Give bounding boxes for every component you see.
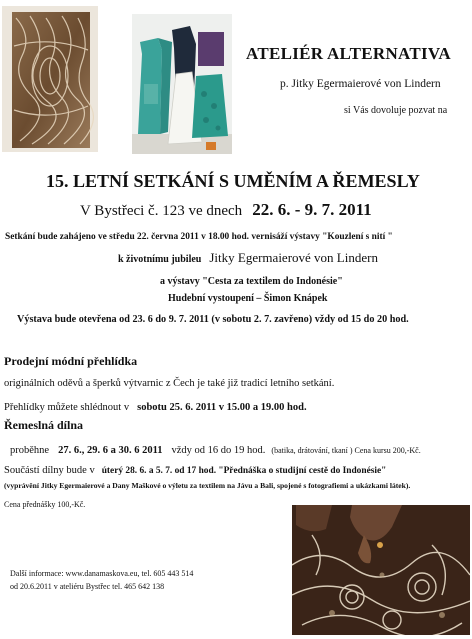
fashion-text: originálních oděvů a šperků výtvarnic z Čech je také již tradicí letního setkání. [4, 378, 335, 389]
lecture-line [4, 460, 386, 478]
owner-line: p. Jitky Egermaierové von Lindern [280, 78, 441, 90]
location-prefix: V Bystřeci č. 123 ve dnech [80, 203, 243, 219]
exhibition-line: a výstavy "Cesta za textilem do Indonésie" [160, 276, 343, 287]
workshop-dates-line [10, 440, 421, 458]
jubilee-name: Jitky Egermaierové von Lindern [209, 250, 378, 265]
fashion-dates-prefix: Přehlídky můžete shlédnout v [4, 402, 130, 413]
music-line: Hudební vystoupení – Šimon Knápek [168, 293, 328, 304]
event-headline: 15. LETNÍ SETKÁNÍ S UMĚNÍM A ŘEMESLY [46, 171, 420, 191]
workshop-price: (batika, drátování, tkaní ) Cena kursu 200,-Kč. [271, 446, 421, 455]
jubilee-prefix: k životnímu jubileu [118, 254, 202, 265]
opening-line: Setkání bude zahájeno ve středu 22. června 2011 v 18.00 hod. vernisáží výstavy "Kouzlení s nití " [5, 232, 393, 242]
batik-hands-image [292, 505, 470, 635]
event-dates: 22. 6. - 9. 7. 2011 [252, 200, 372, 219]
invite-line: si Vás dovoluje pozvat na [344, 105, 448, 116]
jubilee-line [118, 249, 378, 267]
workshop-heading: Řemeslná dílna [4, 418, 84, 432]
lace-textile-image [2, 6, 98, 152]
opening-hours-line: Výstava bude otevřena od 23. 6 do 9. 7. 2011 (v sobotu 2. 7. zavřeno) vždy od 15 do 20 hod. [17, 314, 409, 325]
lecture-prefix: Součástí dílny bude v [4, 465, 95, 476]
workshop-prefix: proběhne [10, 445, 50, 456]
lecture-details: úterý 28. 6. a 5. 7. od 17 hod. "Přednáška o studijní cestě do Indonésie" [101, 466, 387, 476]
workshop-hours: vždy od 16 do 19 hod. [171, 445, 266, 456]
workshop-dates: 27. 6., 29. 6 a 30. 6 2011 [58, 445, 163, 456]
gallery-garments-image [132, 14, 232, 154]
lecture-description: (vyprávění Jitky Egermaierové a Dany Maškové o výletu za textilem na Jávu a Bali, spojené s fotografiemi a ukázkami látek). [4, 481, 411, 490]
lecture-price: Cena přednášky 100,-Kč. [4, 500, 86, 509]
location-dates-line [80, 200, 372, 220]
atelier-title: ATELIÉR ALTERNATIVA [246, 44, 451, 63]
footer-contact: Další informace: www.danamaskova.eu, tel. 605 443 514 [10, 569, 194, 578]
fashion-heading: Prodejní módní přehlídka [4, 354, 138, 368]
fashion-dates-line [4, 397, 307, 415]
fashion-dates: sobotu 25. 6. 2011 v 15.00 a 19.00 hod. [137, 402, 307, 413]
footer-studio: od 20.6.2011 v ateliéru Bystřec tel. 465 642 138 [10, 582, 165, 591]
